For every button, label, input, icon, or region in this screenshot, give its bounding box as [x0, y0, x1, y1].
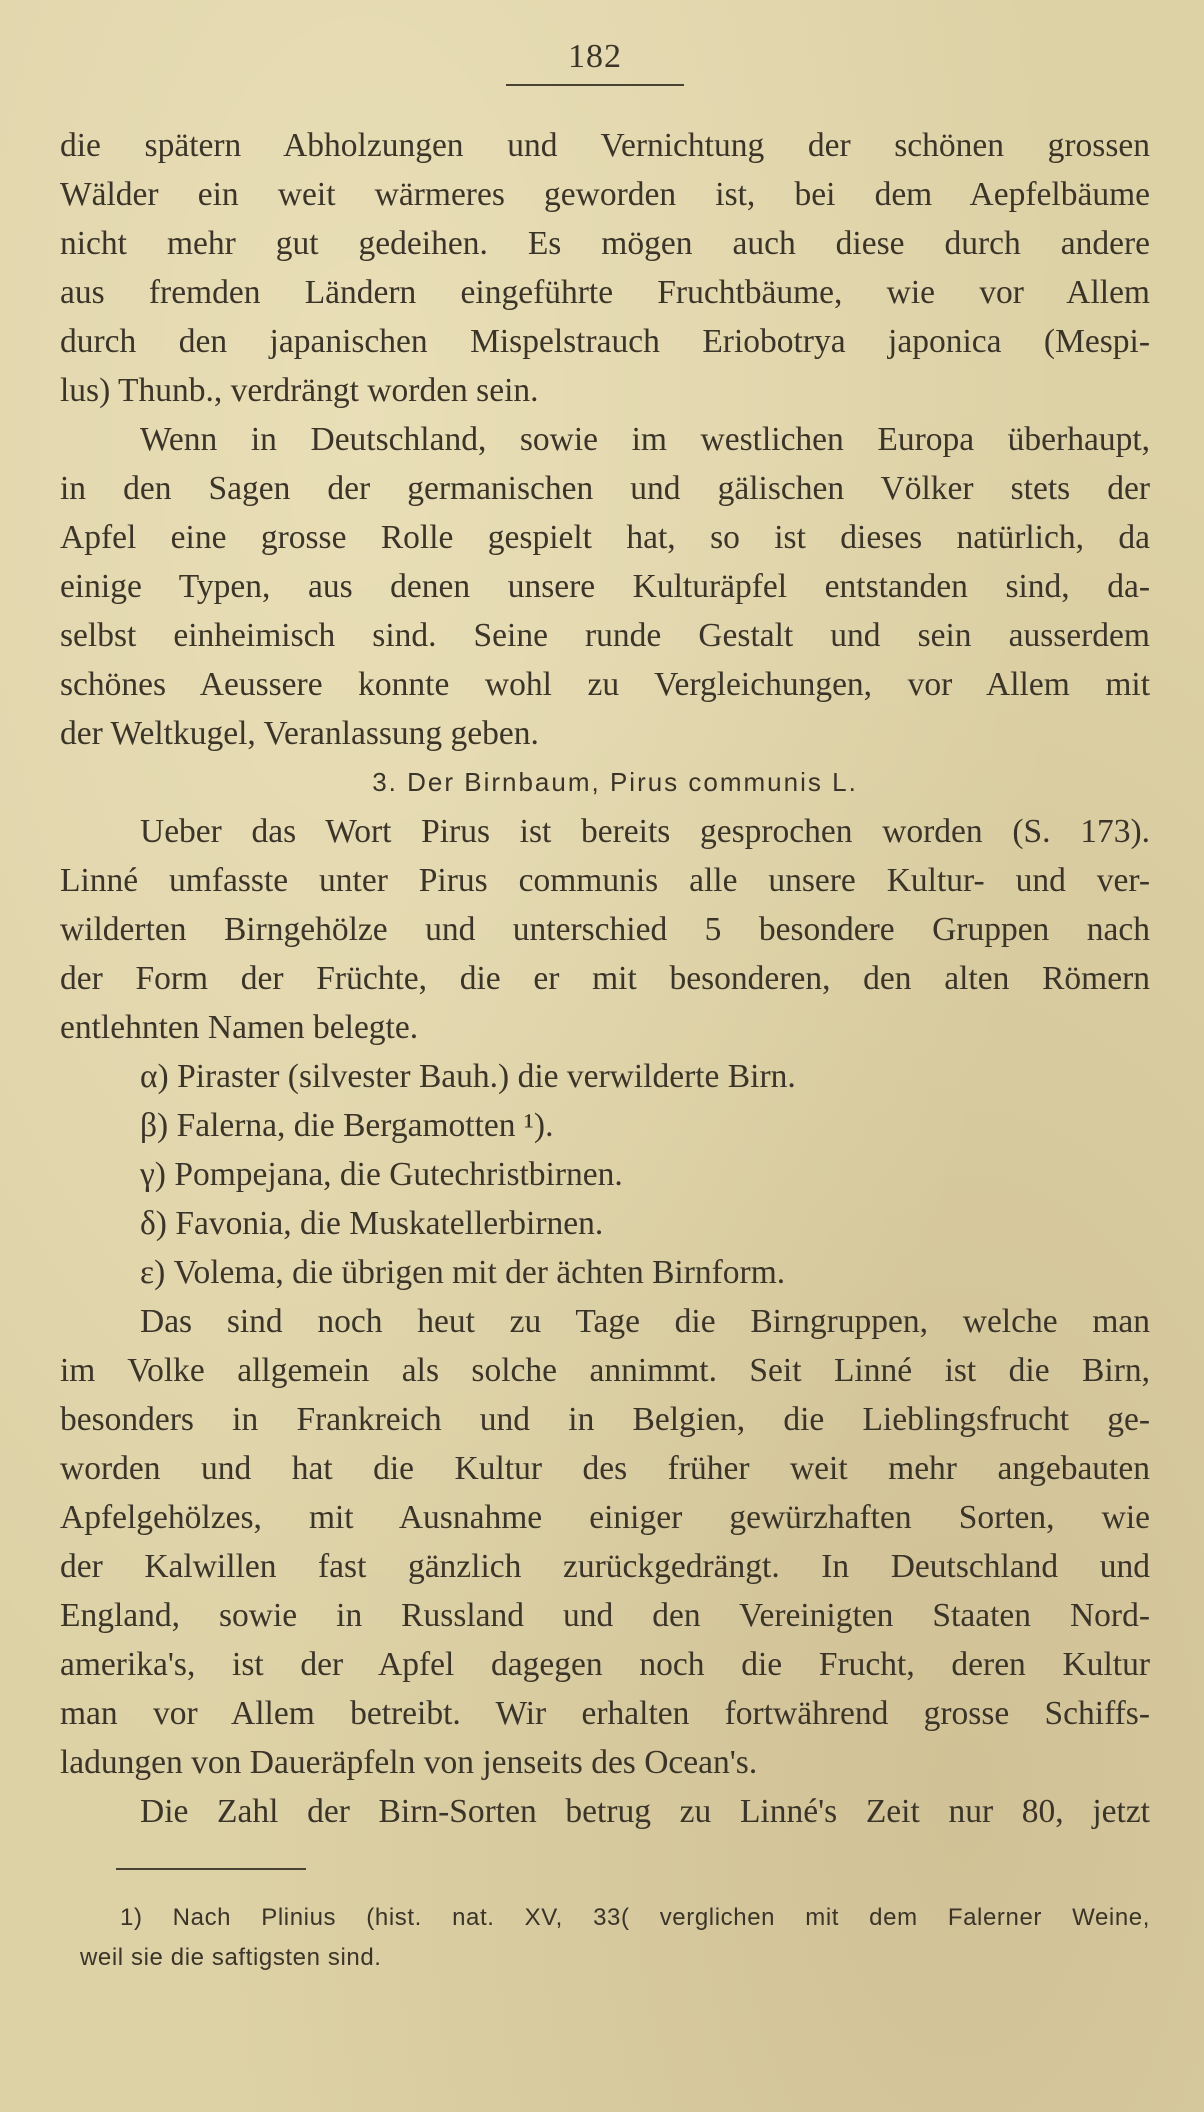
text-line: der Weltkugel, Veranlassung geben. [60, 715, 539, 752]
header-rule [506, 84, 684, 86]
text-line: Wälder ein weit wärmeres geworden ist, bei dem Aepfelbäume [60, 176, 1150, 213]
section-heading: 3. Der Birnbaum, Pirus communis L. [372, 767, 858, 797]
footnote-line: 1) Nach Plinius (hist. nat. XV, 33( verglichen mit dem Falerner Weine, [120, 1904, 1150, 1931]
text-line: in den Sagen der germanischen und gälischen Völker stets der [60, 470, 1150, 507]
text-line: Das sind noch heut zu Tage die Birngruppen, welche man [140, 1303, 1150, 1340]
body-text [60, 121, 1150, 1836]
text-line: Apfel eine grosse Rolle gespielt hat, so ist dieses natürlich, da [60, 519, 1150, 556]
footnotes [80, 1898, 1150, 1978]
text-line: man vor Allem betreibt. Wir erhalten fortwährend grosse Schiffs- [60, 1695, 1150, 1732]
text-line: selbst einheimisch sind. Seine runde Gestalt und sein ausserdem [60, 617, 1150, 654]
text-line: Ueber das Wort Pirus ist bereits gesprochen worden (S. 173). [140, 813, 1150, 850]
text-line: Apfelgehölzes, mit Ausnahme einiger gewürzhaften Sorten, wie [60, 1499, 1150, 1536]
page-number: 182 [568, 38, 622, 75]
text-line: nicht mehr gut gedeihen. Es mögen auch diese durch andere [60, 225, 1150, 262]
text-line: amerika's, ist der Apfel dagegen noch die Frucht, deren Kultur [60, 1646, 1150, 1683]
list-item: δ) Favonia, die Muskatellerbirnen. [140, 1205, 604, 1242]
list-item: β) Falerna, die Bergamotten ¹). [140, 1107, 554, 1144]
text-line: worden und hat die Kultur des früher weit mehr angebauten [60, 1450, 1150, 1487]
text-line: besonders in Frankreich und in Belgien, die Lieblingsfrucht ge- [60, 1401, 1150, 1438]
footnote-rule [116, 1868, 306, 1870]
text-line: Wenn in Deutschland, sowie im westlichen Europa überhaupt, [140, 421, 1150, 458]
text-line: England, sowie in Russland und den Vereinigten Staaten Nord- [60, 1597, 1150, 1634]
text-line: im Volke allgemein als solche annimmt. Seit Linné ist die Birn, [60, 1352, 1150, 1389]
footnote-line: weil sie die saftigsten sind. [80, 1944, 382, 1971]
text-line: der Kalwillen fast gänzlich zurückgedrängt. In Deutschland und [60, 1548, 1150, 1585]
text-line: einige Typen, aus denen unsere Kulturäpfel entstanden sind, da- [60, 568, 1150, 605]
text-line: Linné umfasste unter Pirus communis alle unsere Kultur- und ver- [60, 862, 1150, 899]
text-line: wilderten Birngehölze und unterschied 5 besondere Gruppen nach [60, 911, 1150, 948]
text-line: durch den japanischen Mispelstrauch Eriobotrya japonica (Mespi- [60, 323, 1150, 360]
list-item: α) Piraster (silvester Bauh.) die verwilderte Birn. [140, 1058, 796, 1095]
list-item: γ) Pompejana, die Gutechristbirnen. [140, 1156, 623, 1193]
list-item: ε) Volema, die übrigen mit der ächten Birnform. [140, 1254, 786, 1291]
text-line: entlehnten Namen belegte. [60, 1009, 419, 1046]
text-line: schönes Aeussere konnte wohl zu Vergleichungen, vor Allem mit [60, 666, 1150, 703]
text-line: ladungen von Daueräpfeln von jenseits des Ocean's. [60, 1744, 758, 1781]
text-line: aus fremden Ländern eingeführte Fruchtbäume, wie vor Allem [60, 274, 1150, 311]
text-line: der Form der Früchte, die er mit besonderen, den alten Römern [60, 960, 1150, 997]
text-line: lus) Thunb., verdrängt worden sein. [60, 372, 539, 409]
text-line: Die Zahl der Birn-Sorten betrug zu Linné's Zeit nur 80, jetzt [140, 1793, 1150, 1830]
text-line: die spätern Abholzungen und Vernichtung der schönen grossen [60, 127, 1150, 164]
